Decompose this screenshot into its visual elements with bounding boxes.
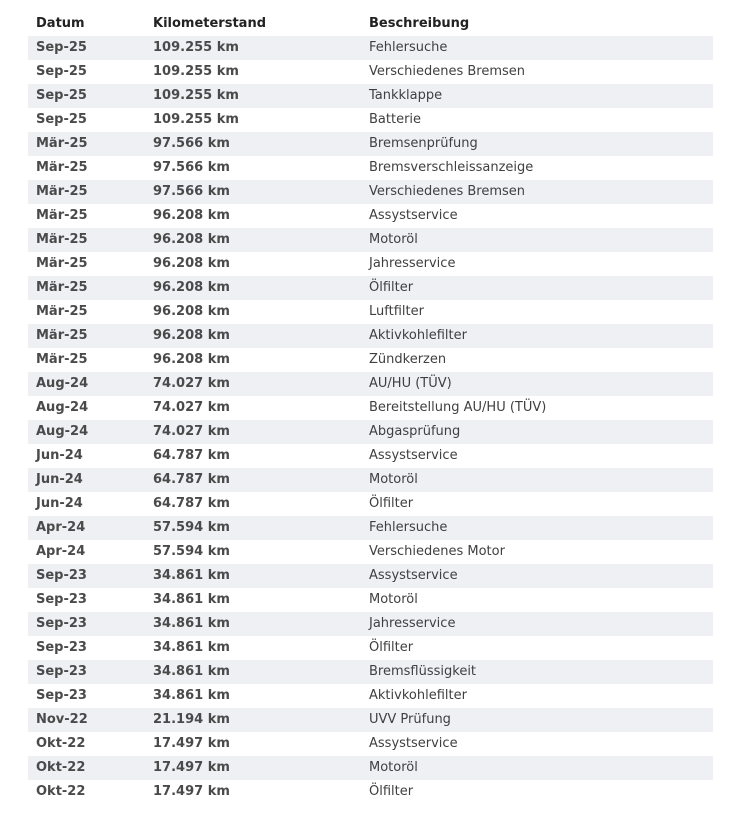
cell-description: Ölfilter xyxy=(369,496,414,511)
table-row xyxy=(28,252,713,276)
cell-description: Ölfilter xyxy=(369,784,414,799)
cell-description: Motoröl xyxy=(369,232,418,247)
cell-date: Sep-23 xyxy=(36,568,87,583)
table-row xyxy=(28,180,713,204)
cell-km: 21.194 km xyxy=(153,712,230,727)
table-row xyxy=(28,660,713,684)
cell-description: Motoröl xyxy=(369,472,418,487)
cell-date: Apr-24 xyxy=(36,520,86,535)
table-row xyxy=(28,468,713,492)
table-row xyxy=(28,732,713,756)
cell-km: 34.861 km xyxy=(153,568,230,583)
cell-date: Okt-22 xyxy=(36,736,86,751)
cell-date: Sep-23 xyxy=(36,616,87,631)
table-row xyxy=(28,108,713,132)
cell-km: 34.861 km xyxy=(153,616,230,631)
table-row xyxy=(28,516,713,540)
cell-date: Sep-23 xyxy=(36,640,87,655)
cell-date: Mär-25 xyxy=(36,136,88,151)
cell-description: Motoröl xyxy=(369,760,418,775)
column-header-km: Kilometerstand xyxy=(153,16,267,31)
cell-description: Bremsenprüfung xyxy=(369,136,478,151)
cell-date: Okt-22 xyxy=(36,760,86,775)
cell-km: 96.208 km xyxy=(153,280,230,295)
cell-date: Sep-23 xyxy=(36,664,87,679)
cell-km: 64.787 km xyxy=(153,472,230,487)
cell-description: Assystservice xyxy=(369,568,458,583)
cell-date: Sep-25 xyxy=(36,88,87,103)
table-row xyxy=(28,84,713,108)
cell-description: Aktivkohlefilter xyxy=(369,328,467,343)
service-history-table xyxy=(28,12,713,804)
column-header-date: Datum xyxy=(36,16,85,31)
cell-km: 64.787 km xyxy=(153,496,230,511)
cell-km: 34.861 km xyxy=(153,592,230,607)
cell-description: Ölfilter xyxy=(369,280,414,295)
cell-description: Abgasprüfung xyxy=(369,424,461,439)
table-row xyxy=(28,684,713,708)
cell-date: Mär-25 xyxy=(36,160,88,175)
table-row xyxy=(28,612,713,636)
cell-description: Bremsverschleissanzeige xyxy=(369,160,534,175)
cell-km: 96.208 km xyxy=(153,304,230,319)
cell-description: Zündkerzen xyxy=(369,352,447,367)
cell-km: 74.027 km xyxy=(153,400,230,415)
cell-date: Sep-25 xyxy=(36,64,87,79)
cell-description: Assystservice xyxy=(369,208,458,223)
cell-date: Mär-25 xyxy=(36,328,88,343)
cell-description: Verschiedenes Bremsen xyxy=(369,184,526,199)
cell-km: 57.594 km xyxy=(153,544,230,559)
table-row xyxy=(28,300,713,324)
cell-date: Mär-25 xyxy=(36,304,88,319)
cell-description: Bremsflüssigkeit xyxy=(369,664,477,679)
table-row xyxy=(28,348,713,372)
cell-date: Mär-25 xyxy=(36,256,88,271)
cell-date: Mär-25 xyxy=(36,352,88,367)
cell-km: 109.255 km xyxy=(153,64,239,79)
cell-date: Sep-25 xyxy=(36,112,87,127)
table-row xyxy=(28,492,713,516)
cell-date: Aug-24 xyxy=(36,376,89,391)
table-row xyxy=(28,156,713,180)
table-row xyxy=(28,708,713,732)
cell-km: 109.255 km xyxy=(153,112,239,127)
cell-km: 34.861 km xyxy=(153,688,230,703)
cell-date: Aug-24 xyxy=(36,400,89,415)
cell-km: 96.208 km xyxy=(153,208,230,223)
cell-km: 97.566 km xyxy=(153,160,230,175)
cell-km: 34.861 km xyxy=(153,640,230,655)
cell-description: Tankklappe xyxy=(369,88,443,103)
table-row xyxy=(28,36,713,60)
table-row xyxy=(28,780,713,804)
cell-km: 96.208 km xyxy=(153,256,230,271)
cell-km: 74.027 km xyxy=(153,424,230,439)
cell-km: 74.027 km xyxy=(153,376,230,391)
cell-date: Aug-24 xyxy=(36,424,89,439)
cell-date: Mär-25 xyxy=(36,280,88,295)
table-header xyxy=(28,12,713,36)
table-row xyxy=(28,636,713,660)
cell-description: Batterie xyxy=(369,112,422,127)
table-row xyxy=(28,60,713,84)
table-row xyxy=(28,756,713,780)
cell-date: Jun-24 xyxy=(36,472,83,487)
cell-description: Verschiedenes Motor xyxy=(369,544,505,559)
cell-date: Mär-25 xyxy=(36,184,88,199)
cell-description: Bereitstellung AU/HU (TÜV) xyxy=(369,400,547,415)
cell-date: Sep-23 xyxy=(36,592,87,607)
cell-km: 97.566 km xyxy=(153,136,230,151)
cell-description: UVV Prüfung xyxy=(369,712,451,727)
table-row xyxy=(28,540,713,564)
cell-description: Assystservice xyxy=(369,736,458,751)
cell-date: Jun-24 xyxy=(36,448,83,463)
cell-km: 109.255 km xyxy=(153,88,239,103)
table-row xyxy=(28,132,713,156)
cell-description: Motoröl xyxy=(369,592,418,607)
cell-description: Assystservice xyxy=(369,448,458,463)
cell-date: Apr-24 xyxy=(36,544,86,559)
cell-km: 96.208 km xyxy=(153,232,230,247)
cell-km: 96.208 km xyxy=(153,328,230,343)
table-row xyxy=(28,564,713,588)
cell-description: Ölfilter xyxy=(369,640,414,655)
table-row xyxy=(28,588,713,612)
table-row xyxy=(28,324,713,348)
table-row xyxy=(28,276,713,300)
table-body xyxy=(28,36,713,804)
cell-km: 96.208 km xyxy=(153,352,230,367)
cell-km: 17.497 km xyxy=(153,784,230,799)
cell-description: Fehlersuche xyxy=(369,520,448,535)
cell-km: 109.255 km xyxy=(153,40,239,55)
cell-date: Sep-23 xyxy=(36,688,87,703)
cell-date: Nov-22 xyxy=(36,712,88,727)
column-header-description: Beschreibung xyxy=(369,16,470,31)
cell-date: Mär-25 xyxy=(36,232,88,247)
table-row xyxy=(28,396,713,420)
cell-date: Jun-24 xyxy=(36,496,83,511)
cell-description: Aktivkohlefilter xyxy=(369,688,467,703)
table-row xyxy=(28,420,713,444)
cell-km: 17.497 km xyxy=(153,760,230,775)
cell-km: 64.787 km xyxy=(153,448,230,463)
cell-description: Fehlersuche xyxy=(369,40,448,55)
cell-description: Verschiedenes Bremsen xyxy=(369,64,526,79)
cell-date: Sep-25 xyxy=(36,40,87,55)
cell-km: 97.566 km xyxy=(153,184,230,199)
table-row xyxy=(28,228,713,252)
cell-description: Luftfilter xyxy=(369,304,424,319)
cell-description: AU/HU (TÜV) xyxy=(369,376,452,391)
cell-km: 17.497 km xyxy=(153,736,230,751)
cell-date: Mär-25 xyxy=(36,208,88,223)
cell-date: Okt-22 xyxy=(36,784,86,799)
table-row xyxy=(28,204,713,228)
cell-km: 34.861 km xyxy=(153,664,230,679)
cell-description: Jahresservice xyxy=(369,616,456,631)
table-row xyxy=(28,444,713,468)
table-row xyxy=(28,372,713,396)
cell-km: 57.594 km xyxy=(153,520,230,535)
cell-description: Jahresservice xyxy=(369,256,456,271)
